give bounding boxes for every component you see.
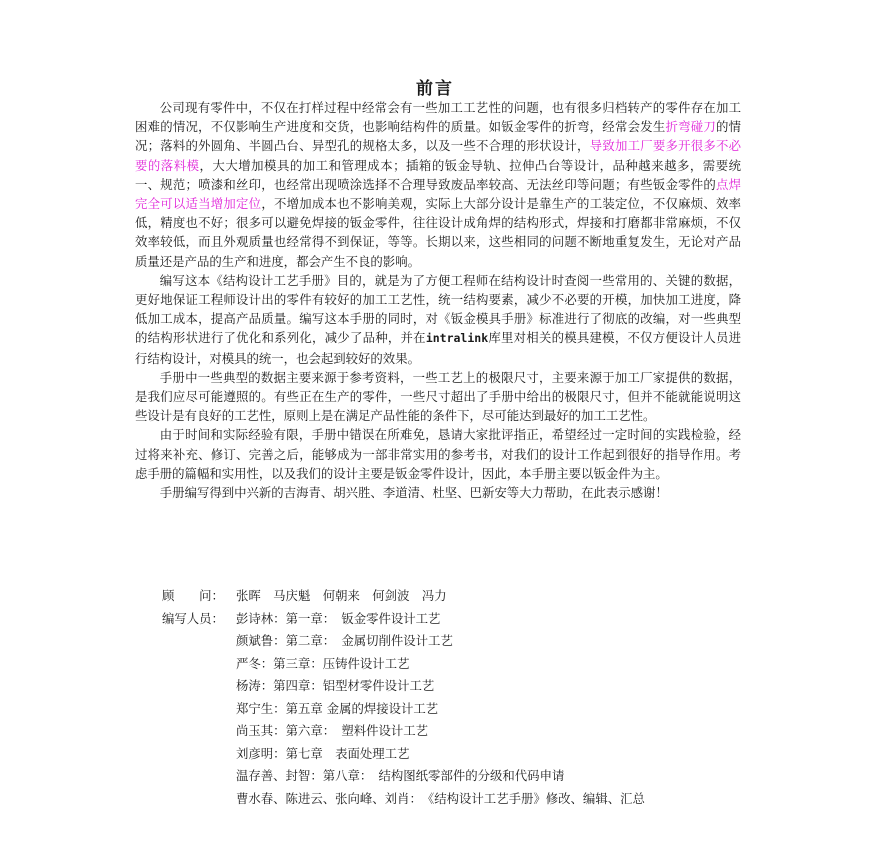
editor-row — [162, 653, 645, 676]
text-run: 编写这本《结构设计工艺手册》目的，就是为了方便工程师在结构设计时查阅一些常用的、关键的数据，更好地保证工程师设计出的零件有较好的加工工艺性，统一结构要素，减少不必要的开模，加快加工进度，降低加工成本，提高产品质量。编写这本手册的同时，对《钣金模具手册》标准进行了彻底的改编，对一些典型的结构形状进行了优化和系列化，减少了品种，并在 — [135, 272, 741, 346]
editor-row — [162, 743, 645, 766]
editor-name: 杨涛： — [236, 678, 274, 693]
editor-name: 严冬： — [236, 655, 274, 671]
paragraph — [135, 425, 741, 483]
editor-label: 编写人员： — [162, 610, 224, 626]
editor-task: 第四章：铝型材零件设计工艺 — [273, 678, 435, 693]
text-run: ，不增加成本也不影响美观，实际上大部分设计是靠生产的工装定位，不仅麻烦、效率低，精度也不好；很多可以避免焊接的钣金零件，往往设计成角焊的结构形式，焊接和打磨都非常麻烦，不仅效率较低，而且外观质量也经常得不到保证，等等。长期以来，这些相同的问题不断地重复发生，无论对产品质量还是产品的生产和进度，都会产生不良的影响。 — [135, 196, 742, 269]
highlighted-text: 折弯碰刀 — [665, 119, 716, 135]
text-run: 公司现有零件中，不仅在打样过程中经常会有一些加工工艺性的问题，也有很多归档转产的零件存在加工困难的情况，不仅影响生产进度和交货，也影响结构件的质量。如钣金零件的折弯，经常会发生 — [135, 100, 741, 135]
paragraph — [135, 483, 741, 502]
editor-task: 第五章 金属的焊接设计工艺 — [285, 700, 439, 716]
editor-row — [162, 608, 645, 631]
paragraph — [135, 98, 741, 271]
editor-row — [162, 765, 645, 788]
editor-name: 尚玉其： — [236, 723, 286, 738]
text-run: 库里对相关的模具建模，不仅方便设计人员进行结构设计，对模具的统一，也会起到较好的效果。 — [135, 330, 742, 366]
editor-name: 颜斌鲁： — [236, 633, 286, 648]
editor-task: 第七章 表面处理工艺 — [285, 745, 410, 761]
text-run: ，大大增加模具的加工和管理成本；插箱的钣金导轨、拉伸凸台等设计，品种越来越多，需要统一、规范；喷漆和丝印，也经常出现喷涂选择不合理导致废品率较高、无法丝印等问题；有些钣金零件的 — [135, 157, 742, 192]
text-run: 手册编写得到中兴新的吉海青、胡兴胜、李道清、杜坚、巴新安等大力帮助，在此表示感谢！ — [159, 485, 668, 501]
paragraph — [135, 368, 741, 426]
editor-row — [162, 720, 645, 743]
editor-task: 《结构设计工艺手册》修改、编辑、汇总 — [421, 790, 645, 806]
editor-name: 温存善、封智： — [236, 768, 323, 783]
editor-task: 第一章： 钣金零件设计工艺 — [285, 610, 441, 626]
editor-task: 第三章：压铸件设计工艺 — [273, 655, 410, 671]
editor-name: 郑宁生： — [236, 700, 286, 716]
editor-name: 彭诗林： — [236, 610, 286, 626]
paragraph — [135, 271, 741, 368]
editor-task: 第六章： 塑料件设计工艺 — [285, 723, 429, 738]
editor-row — [162, 788, 645, 811]
credits-section — [162, 585, 645, 810]
advisor-names: 张晖 马庆魁 何朝来 何剑波 冯力 — [236, 588, 447, 603]
preface-body — [135, 98, 741, 502]
text-run: 由于时间和实际经验有限，手册中错误在所难免，恳请大家批评指正，希望经过一定时间的实践检验，经过将来补充、修订、完善之后，能够成为一部非常实用的参考书，对我们的设计工作起到很好的指导作用。考虑手册的篇幅和实用性，以及我们的设计主要是钣金零件设计，因此，本手册主要以钣金件为主。 — [135, 427, 741, 481]
editor-name: 曹水春、陈进云、张向峰、刘肖： — [236, 790, 422, 806]
advisor-row — [162, 585, 645, 608]
editor-task: 第八章： 结构图纸零部件的分级和代码申请 — [322, 768, 565, 783]
text-run: 手册中一些典型的数据主要来源于参考资料，一些工艺上的极限尺寸，主要来源于加工厂家提供的数据，是我们应尽可能遵照的。有些正在生产的零件，一些尺寸超出了手册中给出的极限尺寸，但并不能就能说明这些设计是有良好的工艺性，原则上是在满足产品性能的条件下，尽可能达到最好的加工工艺性。 — [135, 369, 741, 424]
editor-task: 第二章： 金属切削件设计工艺 — [285, 633, 453, 648]
highlighted-text: 点焊完全可以适当增加定位 — [135, 176, 742, 212]
page-title: 前言 — [416, 79, 454, 99]
editor-row — [162, 698, 645, 721]
editor-name: 刘彦明： — [236, 745, 286, 761]
editor-row — [162, 630, 645, 653]
advisor-label: 顾 问： — [162, 588, 224, 603]
text-run: 的情况；落料的外圆角、半圆凸台、异型孔的规格太多，以及一些不合理的形状设计， — [135, 119, 742, 154]
editor-row — [162, 675, 645, 698]
code-term: intralink — [425, 331, 489, 346]
highlighted-text: 导致加工厂要多开很多不必要的落料模 — [135, 138, 742, 173]
